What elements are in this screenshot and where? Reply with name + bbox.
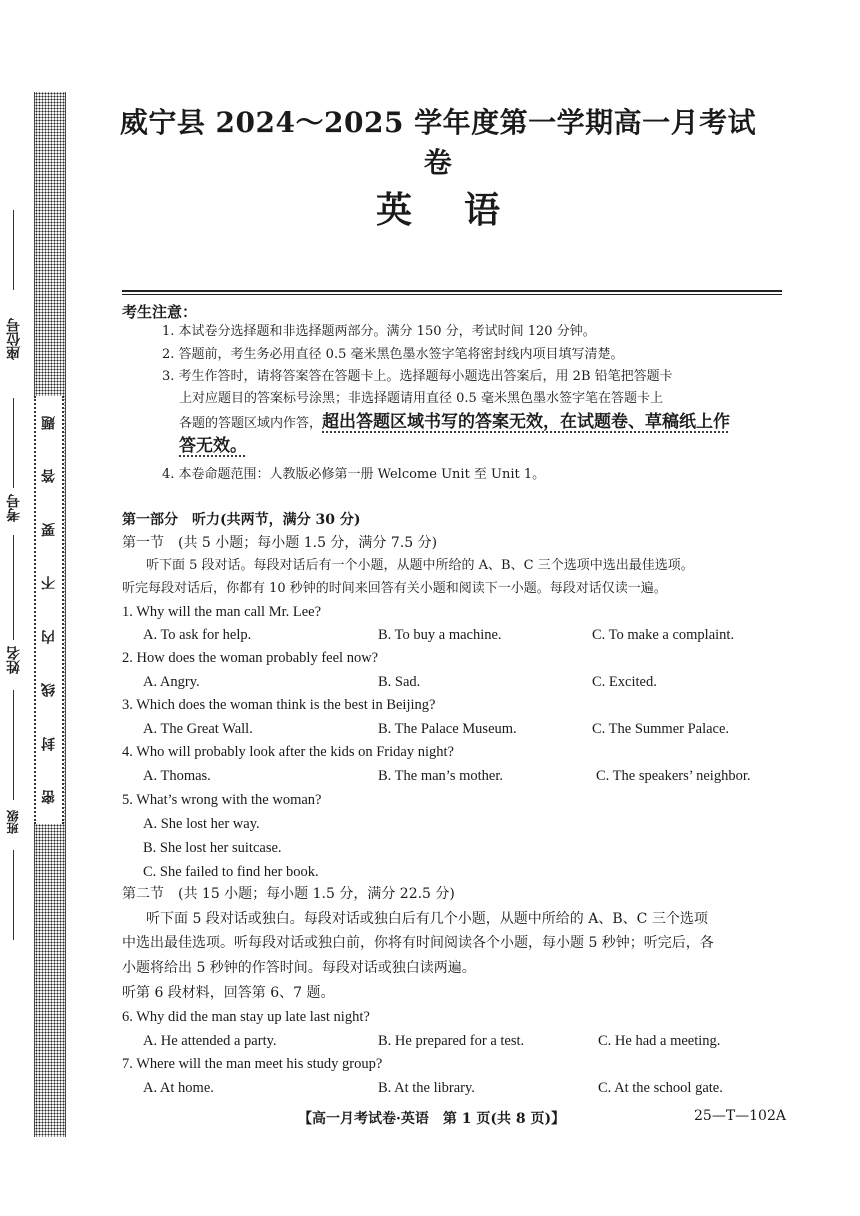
extra-fill-line [13, 850, 14, 940]
q5-option-c: C. She failed to find her book. [143, 864, 319, 880]
question-3: 3. Which does the woman think is the best in Beijing? [122, 697, 436, 713]
q7-option-a: A. At home. [143, 1080, 214, 1096]
question-7: 7. Where will the man meet his study group? [122, 1056, 383, 1072]
question-5: 5. What’s wrong with the woman? [122, 792, 322, 808]
seal-char: 题 [41, 416, 57, 430]
q6-option-b: B. He prepared for a test. [378, 1033, 525, 1049]
notice-heading: 考生注意： [122, 303, 198, 321]
notice-item-3-line3 [179, 412, 730, 434]
notice-item-3-line2: 上对应题目的答案标号涂黑；非选择题请用直径 0.5 毫米黑色墨水签字笔在答题卡上 [179, 391, 663, 406]
question-6: 6. Why did the man stay up late last night? [122, 1009, 370, 1025]
q6-option-a: A. He attended a party. [143, 1033, 277, 1049]
q5-option-b: B. She lost her suitcase. [143, 840, 282, 856]
q3-option-c: C. The Summer Palace. [592, 721, 730, 737]
page-footer: 【高一月考试卷·英语 第 1 页(共 8 页)】 [298, 1111, 566, 1127]
subject-title [118, 182, 758, 233]
seal-char: 密 [41, 789, 57, 804]
paper-code: 25—T—102A [694, 1108, 786, 1124]
q4-option-c: C. The speakers’ neighbor. [596, 768, 751, 784]
q1-option-c: C. To make a complaint. [592, 627, 735, 643]
question-2: 2. How does the woman probably feel now? [122, 650, 379, 666]
exam-title: 威宁县 2024～2025 学年度第一学期高一月考试卷 [119, 106, 757, 179]
notice-item-3-text: 各题的答题区域内作答， [179, 416, 323, 431]
q7-option-b: B. At the library. [378, 1080, 475, 1096]
q2-option-a: A. Angry. [143, 674, 200, 690]
seal-char: 要 [41, 522, 57, 537]
seal-char: 不 [41, 576, 57, 591]
notice-item-4: 4. 本卷命题范围：人教版必修第一册 Welcome Unit 至 Unit 1。 [162, 467, 546, 482]
seal-line-notice [34, 396, 64, 824]
seat-fill-line [13, 210, 14, 290]
seal-char: 线 [41, 683, 57, 698]
subject-char-2: 语 [464, 189, 501, 231]
notice-item-2: 2. 答题前，考生务必用直径 0.5 毫米黑色墨水签字笔将密封线内项目填写清楚。 [162, 347, 624, 362]
exam-no-label: 考号 [6, 494, 22, 522]
seal-char: 答 [41, 469, 57, 484]
seal-char: 内 [41, 629, 57, 644]
q1-option-a: A. To ask for help. [143, 627, 252, 643]
q4-option-b: B. The man’s mother. [378, 768, 503, 784]
section1-instruction-1: 听下面 5 段对话。每段对话后有一个小题，从题中所给的 A、B、C 三个选项中选出最佳选项。 [146, 558, 694, 573]
name-label: 姓名 [6, 646, 22, 674]
notice-item-3: 3. 考生作答时，请将答案答在答题卡上。选择题每小题选出答案后，用 2B 铅笔把答题卡 [162, 369, 673, 384]
q1-option-b: B. To buy a machine. [378, 627, 502, 643]
notice-emphasis-end: 答无效。 [179, 436, 247, 456]
part1-heading: 第一部分 听力(共两节，满分 30 分) [122, 512, 361, 528]
exam-no-fill-line [13, 398, 14, 488]
section2-heading: 第二节 (共 15 小题；每小题 1.5 分，满分 22.5 分) [122, 886, 455, 902]
material-6-note: 听第 6 段材料，回答第 6、7 题。 [122, 985, 335, 1001]
q2-option-b: B. Sad. [378, 674, 421, 690]
notice-item-3-line4 [179, 436, 247, 458]
notice-emphasis: 超出答题区域书写的答案无效，在试题卷、草稿纸上作 [322, 412, 731, 432]
section1-heading: 第一节 (共 5 小题；每小题 1.5 分，满分 7.5 分) [122, 535, 438, 551]
q4-option-a: A. Thomas. [143, 768, 211, 784]
class-label: 班级 [6, 810, 20, 834]
question-4: 4. Who will probably look after the kids on Friday night? [122, 744, 454, 760]
q3-option-a: A. The Great Wall. [143, 721, 253, 737]
notice-item-1: 1. 本试卷分选择题和非选择题两部分。满分 150 分，考试时间 120 分钟。 [162, 324, 596, 339]
q3-option-b: B. The Palace Museum. [378, 721, 517, 737]
q5-option-a: A. She lost her way. [143, 816, 260, 832]
section2-instruction-3: 小题将给出 5 秒钟的作答时间。每段对话或独白读两遍。 [122, 960, 476, 976]
header-rule-thin [122, 294, 782, 295]
subject-char-1: 英 [375, 189, 412, 231]
seal-char: 封 [41, 736, 57, 751]
section2-instruction-2: 中选出最佳选项。听每段对话或独白前，你将有时间阅读各个小题，每小题 5 秒钟；听完后，各 [122, 935, 714, 951]
q7-option-c: C. At the school gate. [598, 1080, 723, 1096]
class-fill-line [13, 690, 14, 800]
question-1: 1. Why will the man call Mr. Lee? [122, 604, 322, 620]
section2-instruction-1: 听下面 5 段对话或独白。每段对话或独白后有几个小题，从题中所给的 A、B、C 三个选项 [146, 911, 708, 927]
q6-option-c: C. He had a meeting. [598, 1033, 721, 1049]
seat-label: 座位号 [6, 318, 22, 360]
name-fill-line [13, 535, 14, 640]
header-rule [122, 290, 782, 292]
q2-option-c: C. Excited. [592, 674, 657, 690]
section1-instruction-2: 听完每段对话后，你都有 10 秒钟的时间来回答有关小题和阅读下一小题。每段对话仅读一遍。 [122, 581, 667, 596]
